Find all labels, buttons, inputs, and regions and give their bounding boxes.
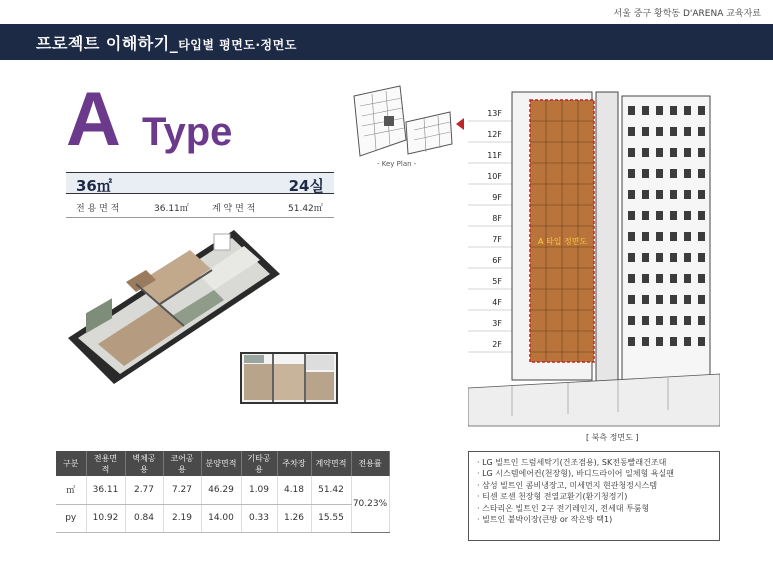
table-row xyxy=(56,476,389,504)
floor-label: 9F xyxy=(492,193,502,202)
floor-label: 3F xyxy=(492,319,502,328)
table-cell: ㎡ xyxy=(56,476,86,504)
floor-label: 12F xyxy=(487,130,502,139)
col-parking: 주차장 xyxy=(277,451,311,476)
floor-label: 4F xyxy=(492,298,502,307)
key-plan-label: - Key Plan - xyxy=(377,160,417,168)
page-title xyxy=(36,31,297,54)
table-cell: 46.29 xyxy=(201,476,241,504)
area-table xyxy=(56,451,390,533)
spec-box xyxy=(66,172,334,218)
unit-area: 36㎡ xyxy=(76,177,112,195)
type-letter: A xyxy=(66,77,121,162)
table-row xyxy=(56,504,389,532)
table-cell: 2.77 xyxy=(125,476,163,504)
table-cell: 15.55 xyxy=(311,504,351,532)
floor-plan-2d xyxy=(240,352,338,404)
col-wall-common: 벽체공용 xyxy=(125,451,163,476)
type-word: Type xyxy=(142,110,233,154)
key-plan-diagram xyxy=(350,82,454,164)
page-subtitle: 타입별 평면도·정면도 xyxy=(178,38,297,52)
list-item: · 빌트인 붙박이장(큰방 or 작은방 택1) xyxy=(477,515,613,525)
table-cell: 14.00 xyxy=(201,504,241,532)
floor-label: 10F xyxy=(487,172,502,181)
spec-summary-row xyxy=(66,172,334,194)
table-cell: 2.19 xyxy=(163,504,201,532)
title-bar xyxy=(0,24,773,60)
col-exclusive: 전용면적 xyxy=(86,451,125,476)
col-contract: 계약면적 xyxy=(311,451,351,476)
north-elevation-drawing xyxy=(468,86,720,434)
col-core-common: 코어공용 xyxy=(163,451,201,476)
table-cell: 1.26 xyxy=(277,504,311,532)
options-list xyxy=(468,451,720,541)
table-cell: 4.18 xyxy=(277,476,311,504)
floor-label: 2F xyxy=(492,340,502,349)
col-other-common: 기타공용 xyxy=(241,451,277,476)
contract-area-label: 계 약 면 적 xyxy=(212,204,256,214)
list-item: · 스타리온 빌트인 2구 전기레인지, 전세대 투룸형 xyxy=(477,503,650,513)
floor-label: 11F xyxy=(487,151,502,160)
exclusive-ratio-cell: 70.23% xyxy=(351,476,389,532)
table-cell: 1.09 xyxy=(241,476,277,504)
pointer-arrow-icon xyxy=(456,118,464,130)
spec-detail-row xyxy=(66,194,334,218)
col-ratio: 전용률 xyxy=(351,451,389,476)
floor-label: 7F xyxy=(492,235,502,244)
document-caption: 서울 중구 황학동 D'ARENA 교육자료 xyxy=(613,9,761,19)
list-item: · 티센 로센 천장형 전열교환기(환기청정기) xyxy=(477,492,628,502)
table-cell: 51.42 xyxy=(311,476,351,504)
contract-area-value: 51.42㎡ xyxy=(288,204,323,214)
list-item: · 삼성 빌트인 콤비냉장고, 미세먼지 현관청정시스템 xyxy=(477,480,658,490)
page-title-main: 프로젝트 이해하기_ xyxy=(36,34,179,53)
table-cell: py xyxy=(56,504,86,532)
floor-label: 5F xyxy=(492,277,502,286)
a-type-elevation-label: A 타입 정면도 xyxy=(538,237,588,246)
exclusive-area-label: 전 용 면 적 xyxy=(76,204,120,214)
elevation-caption: [ 북측 정면도 ] xyxy=(586,433,639,442)
list-item: · LG 빌트인 드럼세탁기(건조겸용), SK전동빨래건조대 xyxy=(477,458,667,467)
list-item: · LG 시스템에어컨(천장형), 바디드라이어 일체형 욕실팬 xyxy=(477,469,674,479)
table-cell: 36.11 xyxy=(86,476,125,504)
floor-label: 6F xyxy=(492,256,502,265)
table-cell: 10.92 xyxy=(86,504,125,532)
unit-count: 24실 xyxy=(288,177,324,195)
exclusive-area-value: 36.11㎡ xyxy=(154,204,189,214)
col-category: 구분 xyxy=(56,451,86,476)
table-cell: 0.84 xyxy=(125,504,163,532)
floor-label: 13F xyxy=(487,109,502,118)
area-table-header-row xyxy=(56,451,389,476)
table-cell: 0.33 xyxy=(241,504,277,532)
col-sale-area: 분양면적 xyxy=(201,451,241,476)
table-cell: 7.27 xyxy=(163,476,201,504)
floor-label: 8F xyxy=(492,214,502,223)
